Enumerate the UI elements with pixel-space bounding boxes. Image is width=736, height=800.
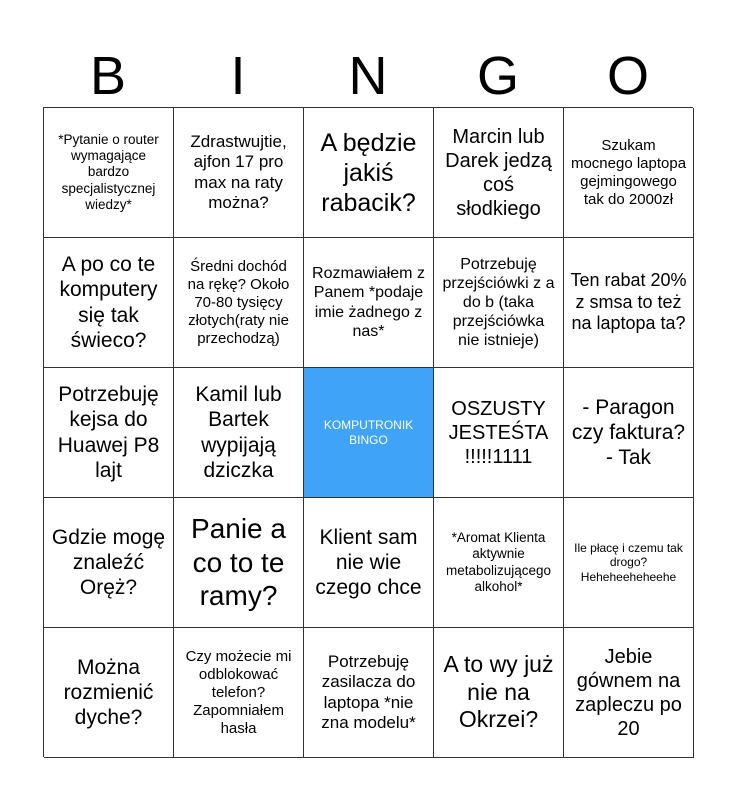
bingo-cell: *Pytanie o router wymagające bardzo specjalistycznej wiedzy* [44,108,174,238]
bingo-cell: Potrzebuję zasilacza do laptopa *nie zna modelu* [304,628,434,758]
bingo-cell: Szukam mocnego laptopa gejmingowego tak do 2000zł [564,108,694,238]
bingo-cell: *Aromat Klienta aktywnie metabolizującego alkohol* [434,498,564,628]
header-letter-o: O [606,46,649,106]
bingo-cell: - Paragon czy faktura? - Tak [564,368,694,498]
bingo-cell: A to wy już nie na Okrzei? [434,628,564,758]
bingo-cell: Ten rabat 20% z smsa to też na laptopa ta? [564,238,694,368]
bingo-header [43,44,693,108]
bingo-cell: A po co te komputery się tak świeco? [44,238,174,368]
header-letter-g: G [476,46,519,106]
bingo-cell: Średni dochód na rękę? Około 70-80 tysięcy złotych(raty nie przechodzą) [174,238,304,368]
bingo-cell: Czy możecie mi odblokować telefon? Zapomniałem hasła [174,628,304,758]
bingo-cell: Klient sam nie wie czego chce [304,498,434,628]
header-letter-i: I [230,46,246,106]
bingo-cell: OSZUSTY JESTEŚTA !!!!!1111 [434,368,564,498]
bingo-cell: A będzie jakiś rabacik? [304,108,434,238]
header-letter-n: N [348,46,388,106]
bingo-cell: Potrzebuję kejsa do Huawej P8 lajt [44,368,174,498]
header-letter-b: B [89,46,127,106]
bingo-cell: Ile płacę i czemu tak drogo? Heheheeheheehe [564,498,694,628]
bingo-grid [43,107,693,757]
bingo-cell: Potrzebuję przejściówki z a do b (taka przejściówka nie istnieje) [434,238,564,368]
bingo-cell: Zdrastwujtie, ajfon 17 pro max na raty można? [174,108,304,238]
bingo-cell: Jebie gównem na zapleczu po 20 [564,628,694,758]
bingo-cell: Kamil lub Bartek wypijają dziczka [174,368,304,498]
bingo-cell: Marcin lub Darek jedzą coś słodkiego [434,108,564,238]
bingo-cell: Gdzie mogę znaleźć Oręż? [44,498,174,628]
bingo-cell: Panie a co to te ramy? [174,498,304,628]
bingo-cell: Można rozmienić dyche? [44,628,174,758]
free-cell: KOMPUTRONIK BINGO [304,368,434,498]
bingo-cell: Rozmawiałem z Panem *podaje imie żadnego z nas* [304,238,434,368]
